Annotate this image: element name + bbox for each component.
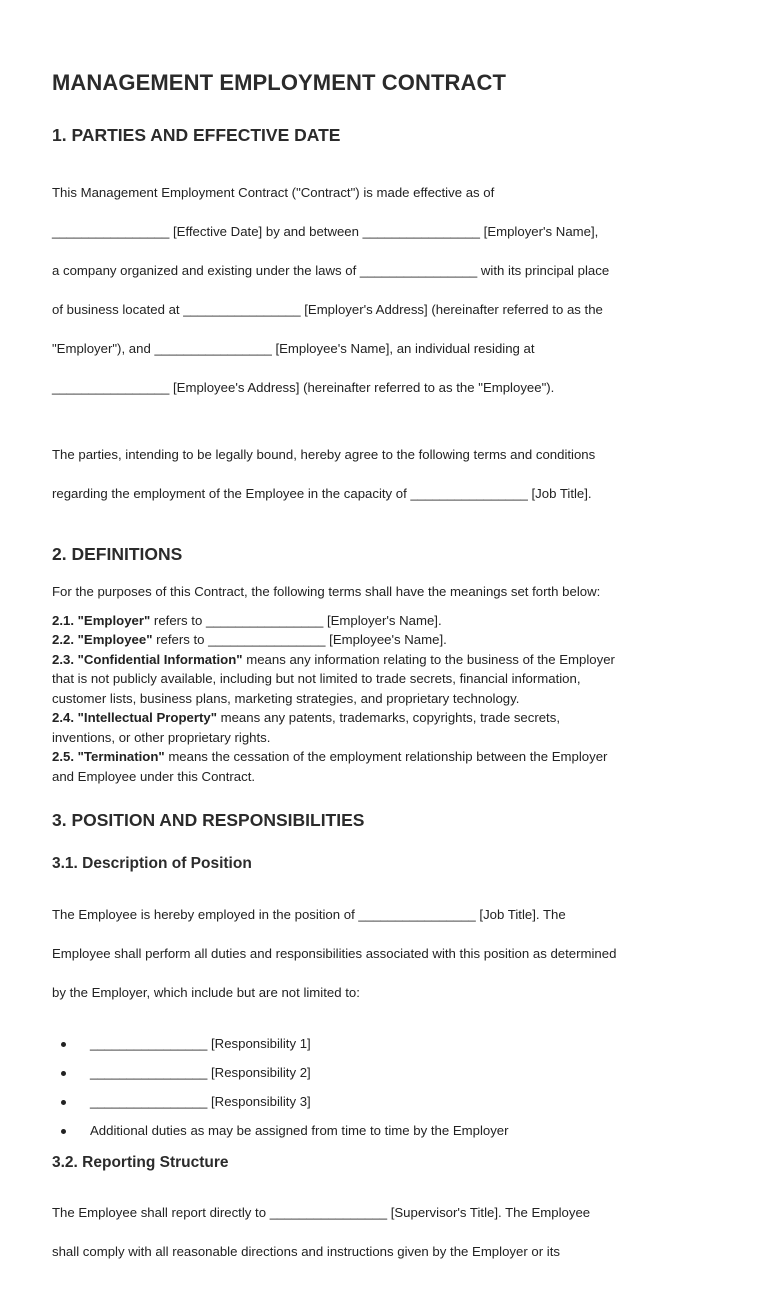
- list-item: [52, 1092, 722, 1112]
- text-line: The parties, intending to be legally bound, hereby agree to the following terms and conditions: [52, 447, 596, 462]
- definitions-list: [52, 611, 722, 787]
- subsection-3-2-paragraph: [52, 1184, 722, 1282]
- text-line: shall comply with all reasonable directions and instructions given by the Employer or its: [52, 1244, 560, 1259]
- definition-term: 2.5. "Termination": [52, 749, 165, 764]
- definition-employer: [52, 611, 722, 631]
- document-page: [52, 70, 722, 1290]
- text-line: This Management Employment Contract ("Contract") is made effective as of: [52, 184, 495, 200]
- definition-employee: [52, 630, 722, 650]
- list-item-text: ________________ [Responsibility 1]: [90, 1035, 311, 1051]
- section-2-heading: 2. DEFINITIONS: [52, 544, 183, 564]
- definition-term: 2.4. "Intellectual Property": [52, 710, 217, 725]
- subsection-3-1-heading: 3.1. Description of Position: [52, 855, 252, 872]
- definition-text: refers to ________________ [Employee's Name].: [152, 632, 447, 647]
- bullet-icon: [61, 1100, 66, 1105]
- definition-term: 2.1. "Employer": [52, 612, 151, 628]
- text-line: ________________ [Employee's Address] (hereinafter referred to as the "Employee").: [52, 379, 555, 395]
- responsibilities-list: [52, 1034, 722, 1141]
- definition-text: inventions, or other proprietary rights.: [52, 729, 271, 745]
- definition-text: and Employee under this Contract.: [52, 768, 256, 784]
- section-3-heading: 3. POSITION AND RESPONSIBILITIES: [52, 810, 365, 830]
- document-title: MANAGEMENT EMPLOYMENT CONTRACT: [52, 70, 506, 95]
- text-line: "Employer"), and ________________ [Employee's Name], an individual residing at: [52, 340, 535, 356]
- definition-text: that is not publicly available, including but not limited to trade secrets, financial information,: [52, 671, 581, 686]
- definition-text: customer lists, business plans, marketing strategies, and proprietary technology.: [52, 690, 520, 706]
- definition-termination: [52, 747, 722, 786]
- list-item: [52, 1121, 722, 1141]
- definition-confidential-information: [52, 650, 722, 709]
- list-item: [52, 1034, 722, 1054]
- definition-text: means any information relating to the business of the Employer: [242, 651, 615, 667]
- section-1-paragraph-2: [52, 426, 722, 524]
- text-line: a company organized and existing under the laws of ________________ with its principal place: [52, 262, 610, 278]
- subsection-3-2-heading: 3.2. Reporting Structure: [52, 1153, 229, 1171]
- section-1-paragraph-1: [52, 163, 722, 417]
- definition-term: 2.3. "Confidential Information": [52, 651, 243, 667]
- text-line: of business located at ________________ [Employer's Address] (hereinafter referred to as the: [52, 301, 603, 317]
- text-line: regarding the employment of the Employee in the capacity of ________________ [Job Title].: [52, 486, 592, 501]
- definition-text: means the cessation of the employment relationship between the Employer: [164, 749, 608, 764]
- definition-term: 2.2. "Employee": [52, 632, 153, 647]
- bullet-icon: [61, 1042, 66, 1047]
- text-line: Employee shall perform all duties and responsibilities associated with this position as determined: [52, 945, 617, 961]
- list-item-text: ________________ [Responsibility 2]: [90, 1064, 311, 1080]
- text-line: The Employee is hereby employed in the position of ________________ [Job Title]. The: [52, 906, 566, 922]
- definition-text: means any patents, trademarks, copyrights, trade secrets,: [216, 710, 560, 725]
- section-2-intro: For the purposes of this Contract, the following terms shall have the meanings set forth below:: [52, 584, 601, 599]
- section-1-heading: 1. PARTIES AND EFFECTIVE DATE: [52, 125, 341, 145]
- bullet-icon: [61, 1071, 66, 1076]
- text-line: by the Employer, which include but are not limited to:: [52, 984, 360, 1000]
- definition-text: refers to ________________ [Employer's Name].: [150, 612, 442, 628]
- text-line: ________________ [Effective Date] by and between ________________ [Employer's Name],: [52, 223, 599, 239]
- list-item-text: Additional duties as may be assigned from time to time by the Employer: [90, 1122, 509, 1138]
- definition-intellectual-property: [52, 708, 722, 747]
- subsection-3-1-paragraph: [52, 885, 722, 1022]
- text-line: The Employee shall report directly to ________________ [Supervisor's Title]. The Employee: [52, 1205, 591, 1220]
- list-item-text: ________________ [Responsibility 3]: [90, 1093, 311, 1109]
- list-item: [52, 1063, 722, 1083]
- bullet-icon: [61, 1129, 66, 1134]
